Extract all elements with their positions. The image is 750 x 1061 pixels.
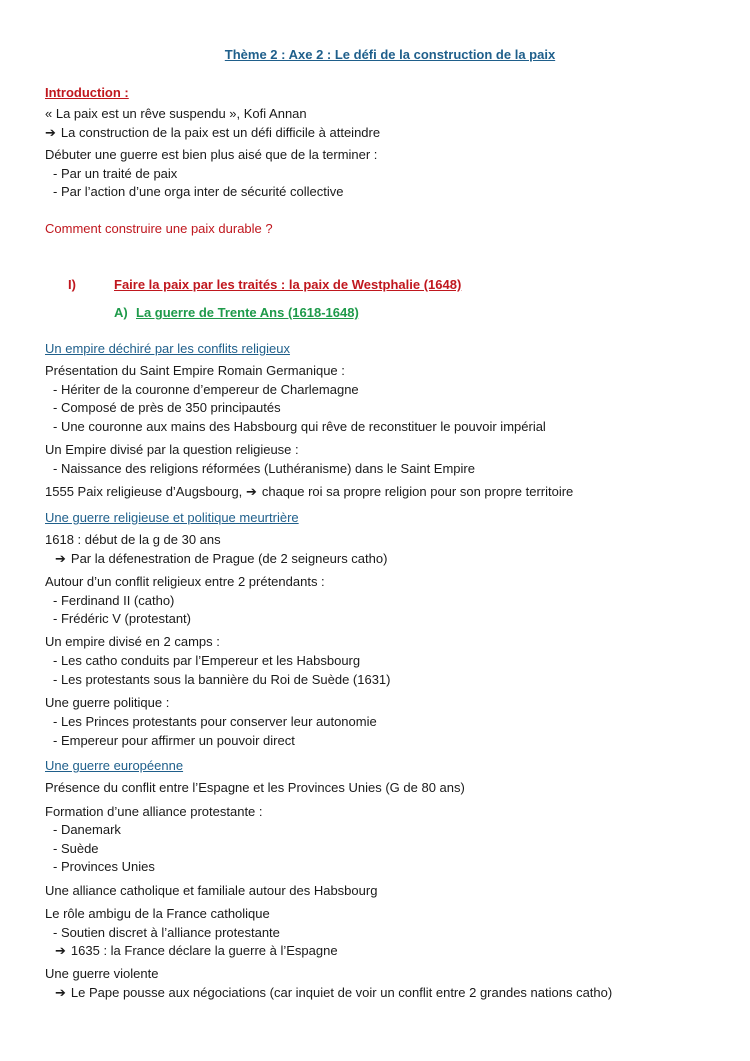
section-heading: Une guerre religieuse et politique meurtrière xyxy=(45,510,299,525)
augsburg-consequence: chaque roi sa propre religion pour son propre territoire xyxy=(261,484,574,499)
section-heading: Une guerre européenne xyxy=(45,758,184,773)
part1-numeral: I) xyxy=(68,277,76,292)
list-item: - Soutien discret à l’alliance protestante xyxy=(53,925,280,940)
s2-camps: Un empire divisé en 2 camps : xyxy=(45,634,220,649)
s3-violent-arrow xyxy=(55,985,612,1001)
intro-quote: « La paix est un rêve suspendu », Kofi Annan xyxy=(45,106,307,121)
s1-intro: Présentation du Saint Empire Romain Germanique : xyxy=(45,363,345,378)
s3-violent-arrow-text: Le Pape pousse aux négociations (car inquiet de voir un conflit entre 2 grandes nations catho) xyxy=(70,985,613,1000)
s2-start: 1618 : début de la g de 30 ans xyxy=(45,532,221,547)
s3-alliance: Formation d’une alliance protestante : xyxy=(45,804,263,819)
intro-war-line: Débuter une guerre est bien plus aisé que de la terminer : xyxy=(45,147,378,162)
intro-arrow-text: La construction de la paix est un défi difficile à atteindre xyxy=(60,125,381,140)
s2-start-arrow-text: Par la défenestration de Prague (de 2 seigneurs catho) xyxy=(70,551,388,566)
list-item: - Les protestants sous la bannière du Roi de Suède (1631) xyxy=(53,672,391,687)
s2-start-arrow xyxy=(55,551,387,567)
s2-political: Une guerre politique : xyxy=(45,695,170,710)
part1-subheading: La guerre de Trente Ans (1618-1648) xyxy=(136,305,359,320)
list-item: - Une couronne aux mains des Habsbourg qui rêve de reconstituer le pouvoir impérial xyxy=(53,419,546,434)
intro-item: - Par l’action d’une orga inter de sécurité collective xyxy=(53,184,344,199)
section-heading: Un empire déchiré par les conflits religieux xyxy=(45,341,290,356)
list-item: - Provinces Unies xyxy=(53,859,155,874)
arrow-icon: ➔ xyxy=(55,943,66,958)
part1-heading: Faire la paix par les traités : la paix de Westphalie (1648) xyxy=(114,277,462,292)
list-item: - Les catho conduits par l’Empereur et les Habsbourg xyxy=(53,653,361,668)
arrow-icon: ➔ xyxy=(55,985,66,1000)
s3-france-arrow xyxy=(55,943,338,959)
list-item: - Suède xyxy=(53,841,99,856)
list-item: - Naissance des religions réformées (Luthéranisme) dans le Saint Empire xyxy=(53,461,475,476)
list-item: - Frédéric V (protestant) xyxy=(53,611,191,626)
arrow-icon: ➔ xyxy=(55,551,66,566)
s3-violent: Une guerre violente xyxy=(45,966,159,981)
intro-arrow-line xyxy=(45,125,380,141)
s3-catholic: Une alliance catholique et familiale autour des Habsbourg xyxy=(45,883,378,898)
s2-conflict: Autour d’un conflit religieux entre 2 prétendants : xyxy=(45,574,325,589)
s1-divided: Un Empire divisé par la question religieuse : xyxy=(45,442,299,457)
list-item: - Les Princes protestants pour conserver leur autonomie xyxy=(53,714,377,729)
intro-heading: Introduction : xyxy=(45,85,129,100)
intro-item: - Par un traité de paix xyxy=(53,166,178,181)
arrow-icon: ➔ xyxy=(45,125,56,140)
s3-france: Le rôle ambigu de la France catholique xyxy=(45,906,270,921)
list-item: - Composé de près de 350 principautés xyxy=(53,400,281,415)
page-title: Thème 2 : Axe 2 : Le défi de la construction de la paix xyxy=(224,47,556,62)
s3-presence: Présence du conflit entre l’Espagne et les Provinces Unies (G de 80 ans) xyxy=(45,780,465,795)
list-item: - Hériter de la couronne d’empereur de Charlemagne xyxy=(53,382,359,397)
list-item: - Danemark xyxy=(53,822,121,837)
list-item: - Empereur pour affirmer un pouvoir direct xyxy=(53,733,295,748)
list-item: - Ferdinand II (catho) xyxy=(53,593,175,608)
s3-france-arrow-text: 1635 : la France déclare la guerre à l’Espagne xyxy=(70,943,338,958)
part1-sub-letter: A) xyxy=(114,305,128,320)
augsburg-text: 1555 Paix religieuse d’Augsbourg, xyxy=(45,484,243,499)
intro-question: Comment construire une paix durable ? xyxy=(45,221,273,236)
s1-augsburg xyxy=(45,484,573,500)
arrow-icon: ➔ xyxy=(245,484,257,499)
